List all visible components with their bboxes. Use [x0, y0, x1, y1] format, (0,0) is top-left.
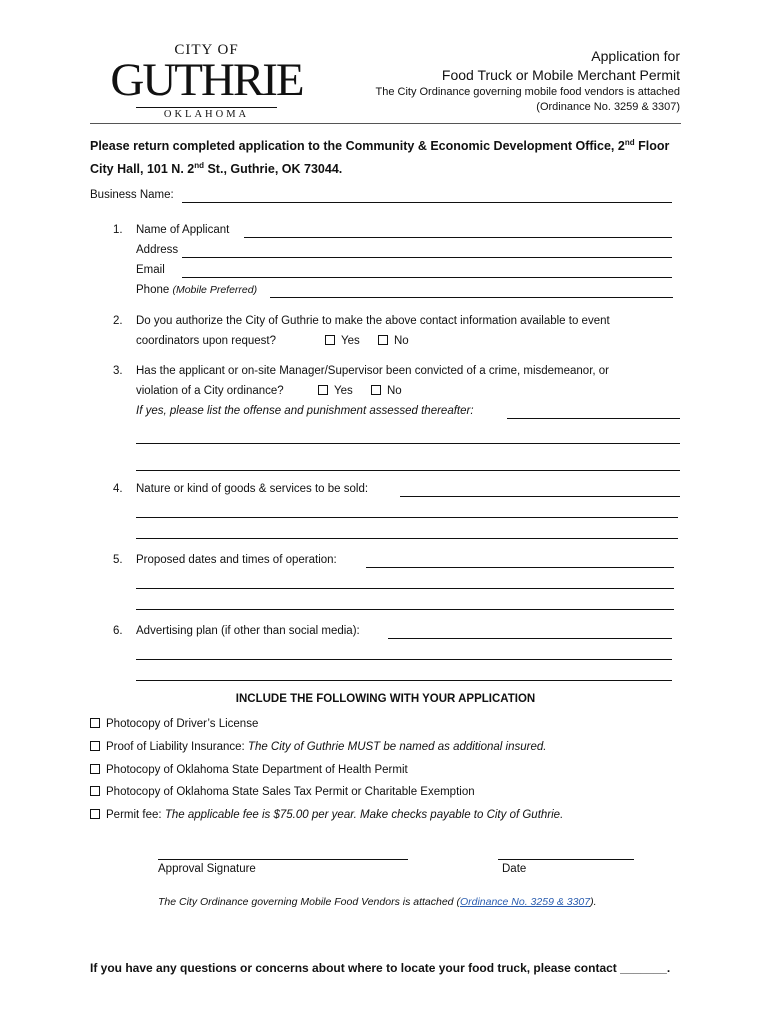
permit-fee-checkbox[interactable] [90, 809, 100, 819]
q6-advertising-field[interactable] [388, 638, 672, 639]
address-label: Address [136, 244, 179, 256]
footer-note-text: The City Ordinance governing Mobile Food Vendors is attached ( [158, 896, 460, 908]
q3-followup-label: If yes, please list the offense and punishment assessed thereafter: [136, 405, 474, 417]
q4-text: Nature or kind of goods & services to be sold: [136, 483, 369, 495]
q2-no-label: No [394, 335, 409, 348]
q4-goods-field[interactable] [400, 496, 680, 497]
q5-dates-line3[interactable] [136, 609, 674, 610]
business-name-label: Business Name: [90, 189, 174, 201]
header-divider [90, 123, 681, 124]
phone-label-text: Phone [136, 284, 170, 296]
address-field[interactable] [182, 257, 672, 258]
closing-contact-note: If you have any questions or concerns about where to locate your food truck, please contact _______. [90, 961, 671, 975]
ordinance-link[interactable]: Ordinance No. 3259 & 3307 [459, 896, 591, 908]
q5-text: Proposed dates and times of operation: [136, 554, 337, 566]
logo-guthrie: GUTHRIE [110, 54, 303, 106]
q4-goods-line3[interactable] [136, 538, 678, 539]
phone-field[interactable] [270, 297, 673, 298]
intro-text-1: Please return completed application to the Community & Economic Development Office, 2 [90, 139, 625, 154]
q3-no-option[interactable] [371, 385, 402, 397]
logo-city-of: CITY OF [174, 42, 239, 58]
email-field[interactable] [182, 277, 672, 278]
health-permit-label: Photocopy of Oklahoma State Department of Health Permit [106, 764, 408, 777]
q3-text-line2: violation of a City ordinance? [136, 385, 284, 397]
phone-note: (Mobile Preferred) [172, 284, 258, 296]
q6-text: Advertising plan (if other than social media): [136, 625, 360, 637]
drivers-license-label: Photocopy of Driver’s License [106, 718, 259, 731]
q4-goods-line2[interactable] [136, 517, 678, 518]
email-label: Email [136, 264, 165, 276]
q3-no-label: No [387, 385, 402, 398]
q2-yes-option[interactable] [325, 335, 360, 347]
q2-text-line1: Do you authorize the City of Guthrie to make the above contact information available to event [136, 315, 610, 327]
logo-oklahoma: OKLAHOMA [136, 107, 277, 120]
city-of-guthrie-logo [104, 40, 309, 120]
include-item-permit-fee[interactable] [90, 809, 563, 821]
form-title-line1: Application for [591, 48, 680, 64]
q3-offense-field[interactable] [507, 418, 680, 419]
drivers-license-checkbox[interactable] [90, 718, 100, 728]
q2-text-line2: coordinators upon request? [136, 335, 277, 347]
health-permit-checkbox[interactable] [90, 764, 100, 774]
q3-yes-option[interactable] [318, 385, 353, 397]
q3-offense-line3[interactable] [136, 470, 680, 471]
permit-fee-note: The applicable fee is $75.00 per year. Make checks payable to City of Guthrie. [164, 809, 564, 822]
permit-fee-label: Permit fee: [106, 809, 165, 822]
q2-yes-label: Yes [341, 335, 360, 348]
intro-text-3: St., Guthrie, OK 73044. [204, 162, 343, 177]
intro-sup-2: nd [194, 161, 204, 171]
form-title-line2: Food Truck or Mobile Merchant Permit [441, 67, 680, 83]
q1-number: 1. [113, 224, 123, 236]
q2-no-checkbox[interactable] [378, 335, 388, 345]
q4-number: 4. [113, 483, 123, 495]
include-item-health-permit[interactable] [90, 764, 408, 776]
liability-insurance-label: Proof of Liability Insurance: [106, 741, 248, 754]
date-line[interactable] [498, 859, 634, 860]
q3-yes-checkbox[interactable] [318, 385, 328, 395]
q2-number: 2. [113, 315, 123, 327]
include-heading: INCLUDE THE FOLLOWING WITH YOUR APPLICATION [235, 693, 536, 705]
q5-number: 5. [113, 554, 123, 566]
approval-signature-line[interactable] [158, 859, 408, 860]
phone-label [136, 284, 257, 296]
q3-no-checkbox[interactable] [371, 385, 381, 395]
q3-text-line1: Has the applicant or on-site Manager/Supervisor been convicted of a crime, misdemeanor, or [136, 365, 610, 377]
include-item-drivers-license[interactable] [90, 718, 258, 730]
intro-text-2: Floor City Hall, 101 N. 2 [90, 139, 670, 177]
footer-note-end: ). [590, 896, 597, 908]
liability-insurance-note: The City of Guthrie MUST be named as additional insured. [247, 741, 547, 754]
q6-advertising-line2[interactable] [136, 659, 672, 660]
intro-sup-1: nd [624, 138, 635, 147]
q5-dates-line2[interactable] [136, 588, 674, 589]
q6-number: 6. [113, 625, 123, 637]
applicant-name-field[interactable] [244, 237, 672, 238]
q3-offense-line2[interactable] [136, 443, 680, 444]
ordinance-note-line2: (Ordinance No. 3259 & 3307) [536, 101, 680, 113]
include-item-sales-tax-permit[interactable] [90, 786, 475, 798]
approval-signature-label: Approval Signature [158, 863, 256, 875]
q3-number: 3. [113, 365, 123, 377]
q3-yes-label: Yes [334, 385, 353, 398]
q2-no-option[interactable] [378, 335, 409, 347]
liability-insurance-checkbox[interactable] [90, 741, 100, 751]
q2-yes-checkbox[interactable] [325, 335, 335, 345]
applicant-name-label: Name of Applicant [136, 224, 230, 236]
q6-advertising-line3[interactable] [136, 680, 672, 681]
return-instructions [90, 133, 685, 179]
sales-tax-permit-checkbox[interactable] [90, 786, 100, 796]
ordinance-footer-note [158, 896, 597, 908]
business-name-field[interactable] [182, 202, 672, 203]
include-item-liability-insurance[interactable] [90, 741, 546, 753]
date-label: Date [502, 863, 527, 875]
q5-dates-field[interactable] [366, 567, 674, 568]
sales-tax-permit-label: Photocopy of Oklahoma State Sales Tax Permit or Charitable Exemption [106, 786, 475, 799]
ordinance-note-line1: The City Ordinance governing mobile food vendors is attached [375, 86, 680, 98]
